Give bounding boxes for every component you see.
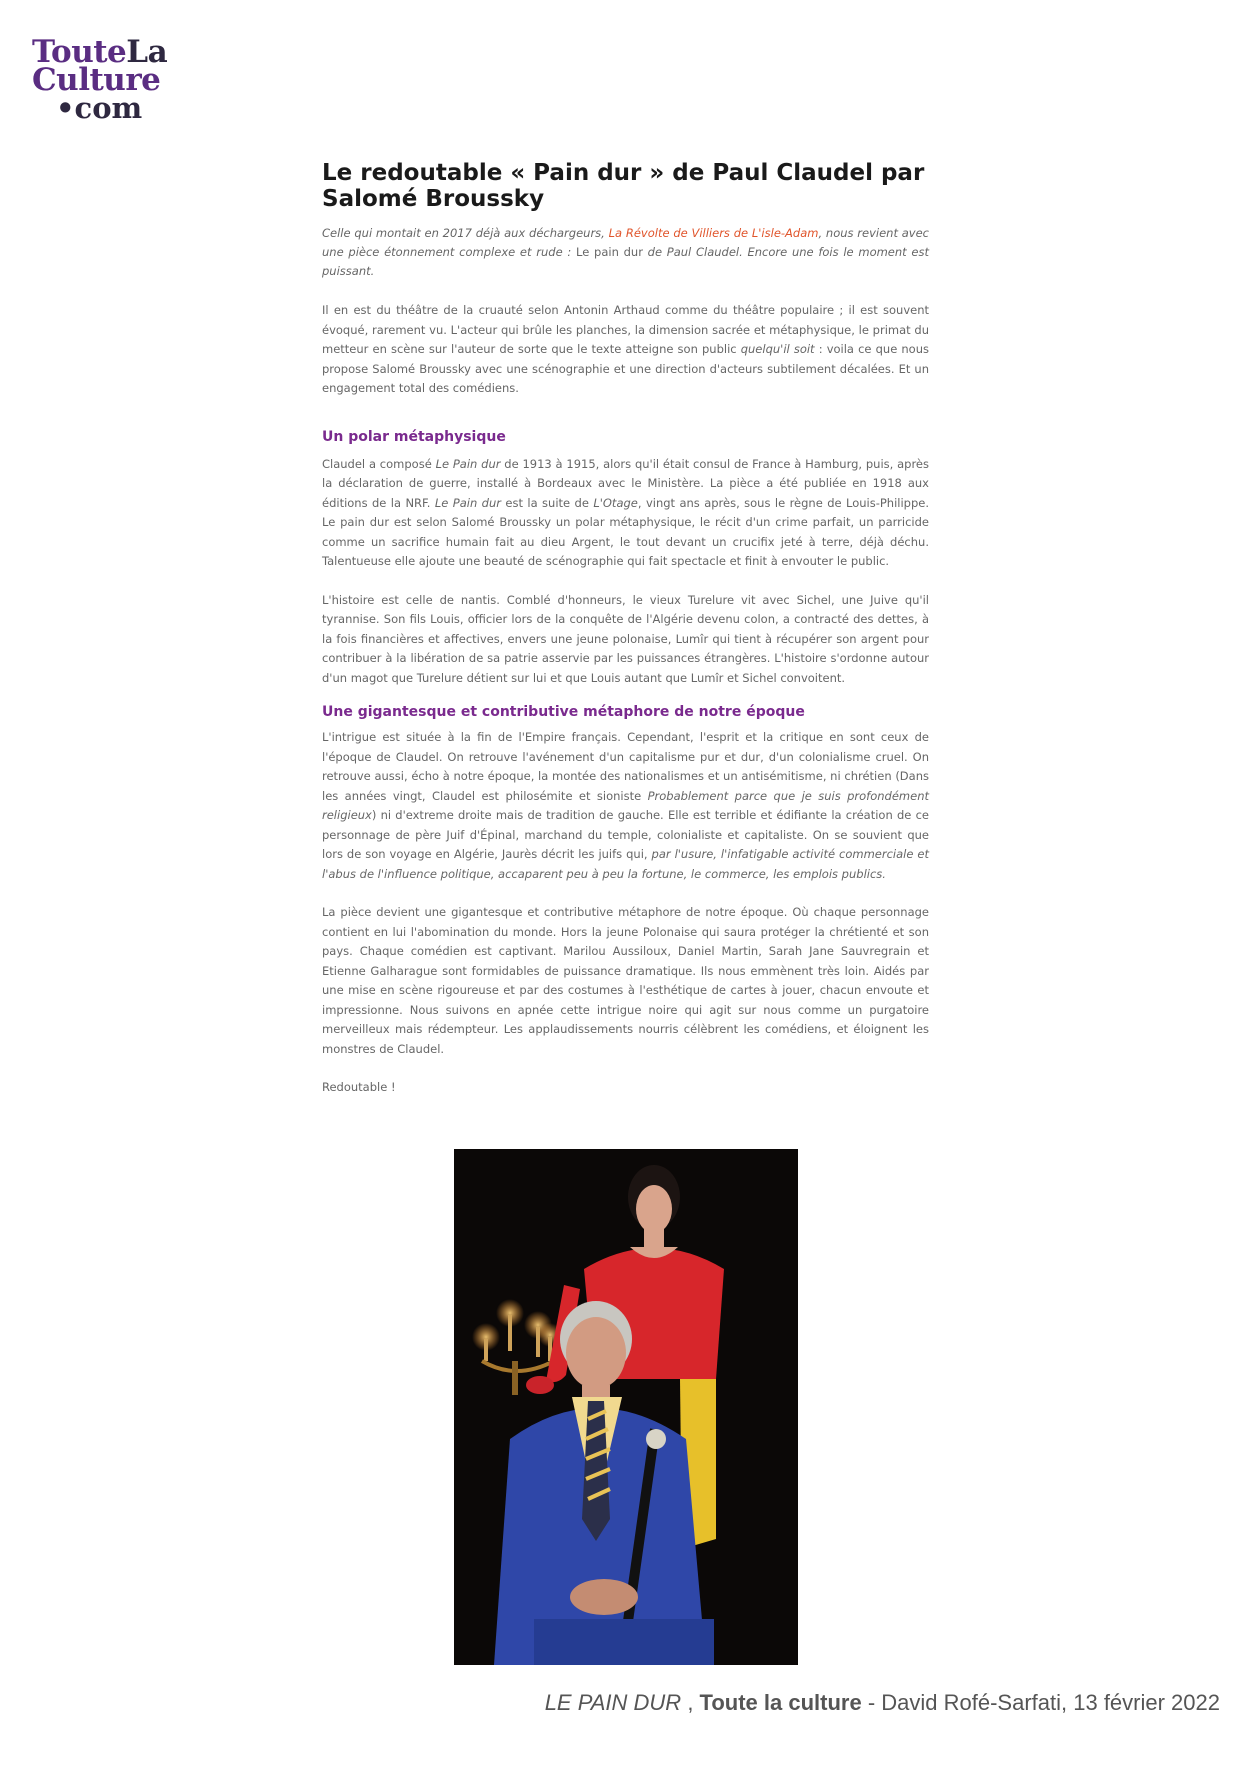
paragraph-intrigue (322, 728, 929, 884)
lead-text-2: , nous revient avec une pièce étonnement complexe et rude : (322, 226, 930, 259)
caption-publication: Toute la culture (699, 1690, 862, 1715)
article (322, 160, 929, 1117)
paragraph-story: L'histoire est celle de nantis. Comblé d'honneurs, le vieux Turelure vit avec Sichel, une Juive qu'il tyrannise. Son fils Louis, officier lors de la conquête de l'Algérie devenu colon, a contracté des dettes, à la fois financières et affectives, envers une jeune polonaise, Lumîr qui tient à récupérer son argent pour contribuer à la libération de sa patrie asservie par les puissances étrangères. L'histoire s'ordonne autour d'un magot que Turelure détient sur lui et que Louis autant que Lumîr et Sichel convoitent. (322, 592, 929, 685)
paragraph-emphasis: Probablement parce que je suis profondément religieux (322, 788, 929, 822)
press-caption (545, 1690, 1220, 1716)
paragraph-review: La pièce devient une gigantesque et contributive métaphore de notre époque. Où chaque personnage contient en lui l'abomination du monde. Hors la jeune Polonaise qui saura protéger la chrétienté et son pays. Chaque comédien est captivant. Marilou Aussiloux, Daniel Martin, Sarah Jane Sauvregrain et Etienne Galharague sont formidables de puissance dramatique. Ils nous emmènent très loin. Aidés par une mise en scène rigoureuse et par des costumes à l'esthétique de cartes à jouer, chacun envoute et impressionne. Nous suivons en apnée cette intrigue noire qui agit sur nous comme un purgatoire merveilleux mais rédempteur. Les applaudissements nourris célèbrent les comédiens, et éloignent les monstres de Claudel. (322, 905, 929, 1056)
paragraph-emphasis: quelqu'il soit (740, 342, 815, 356)
paragraph-text: Il en est du théâtre de la cruauté selon Antonin Arthaud comme du théâtre populaire ; il est souvent évoqué, rarement vu. L'acteur qui brûle les planches, la dimension sacrée et métaphysique, le primat du metteur en scène sur l'auteur de sorte que le texte atteigne son public (322, 303, 929, 356)
paragraph-composition (322, 455, 929, 572)
paragraph-text: : voila ce que nous propose Salomé Broussky avec une scénographie et une direction d'acteurs subtilement décalées. Et un engagement total des comédiens. (322, 342, 929, 395)
article-lead (322, 224, 929, 281)
paragraph-emphasis: L'Otage (593, 495, 638, 510)
production-photo-illustration (454, 1149, 798, 1665)
lead-text-1: Celle qui montait en 2017 déjà aux déchargeurs, (322, 226, 609, 240)
site-logo[interactable] (32, 34, 168, 125)
paragraph-emphasis: Le Pain dur (434, 495, 501, 510)
paragraph-text: L'intrigue est située à la fin de l'Empire français. Cependant, l'esprit et la critique en sont ceux de l'époque de Claudel. On retrouve l'avénement d'un capitalisme pur et dur, d'un colonialisme cruel. On retrouve aussi, écho à notre époque, la montée des nationalismes et un antisémitisme, ni chrétien (Dans les années vingt, Claudel est philosémite et sioniste (322, 730, 929, 803)
paragraph-text: ) ni d'extreme droite mais de tradition de gauche. Elle est terrible et édifiante la création de ce personnage de père Juif d'Épinal, marchand du temple, colonialiste et capitaliste. On se souvient que lors de son voyage en Algérie, Jaurès décrit les juifs qui, (322, 808, 929, 861)
logo-word-toute: Toute (32, 34, 127, 70)
paragraph-text: est la suite de (500, 495, 594, 510)
lead-text-3: de Paul Claudel. Encore une fois le moment est puissant. (322, 245, 929, 278)
paragraph-text: , vingt ans après, sous le règne de Louis-Philippe. Le pain dur est selon Salomé Broussky un polar métaphysique, le récit d'un crime parfait, un parricide comme un sacrifice humain fait au dieu Argent, le tout devant un crucifix jeté à terre, déjà déchu. Talentueuse elle ajoute une beauté de scénographie qui fait spectacle et finit à envouter le public. (322, 495, 929, 568)
logo-word-la: La (126, 34, 168, 70)
section-heading-polar: Un polar métaphysique (322, 428, 506, 445)
lead-link-revolte[interactable]: La Révolte de Villiers de L'isle-Adam (608, 226, 819, 240)
paragraph-intro (322, 301, 929, 399)
caption-play-title: LE PAIN DUR (544, 1690, 682, 1715)
paragraph-emphasis: Le Pain dur (435, 456, 501, 471)
lead-play-name: Le pain dur (576, 245, 643, 259)
article-title: Le redoutable « Pain dur » de Paul Claudel par Salomé Broussky (322, 160, 925, 212)
caption-author-date: - David Rofé-Sarfati, 13 février 2022 (861, 1690, 1220, 1715)
logo-word-com: •com (56, 91, 143, 125)
paragraph-text: Claudel a composé (322, 456, 436, 471)
paragraph-conclusion: Redoutable ! (322, 1080, 396, 1094)
section-heading-metaphore: Une gigantesque et contributive métaphore de notre époque (322, 704, 805, 720)
production-photo (454, 1149, 798, 1665)
paragraph-emphasis: par l'usure, l'infatigable activité commerciale et l'abus de l'influence politique, accaparent peu à peu la fortune, le commerce, les emplois publics. (322, 847, 929, 881)
logo-word-culture: Culture (32, 62, 161, 98)
paragraph-text: de 1913 à 1915, alors qu'il était consul de France à Hamburg, puis, après la déclaration de guerre, installé à Bordeaux avec le Ministère. La pièce a été publiée en 1918 aux éditions de la NRF. (322, 456, 929, 510)
caption-separator: , (681, 1690, 700, 1715)
